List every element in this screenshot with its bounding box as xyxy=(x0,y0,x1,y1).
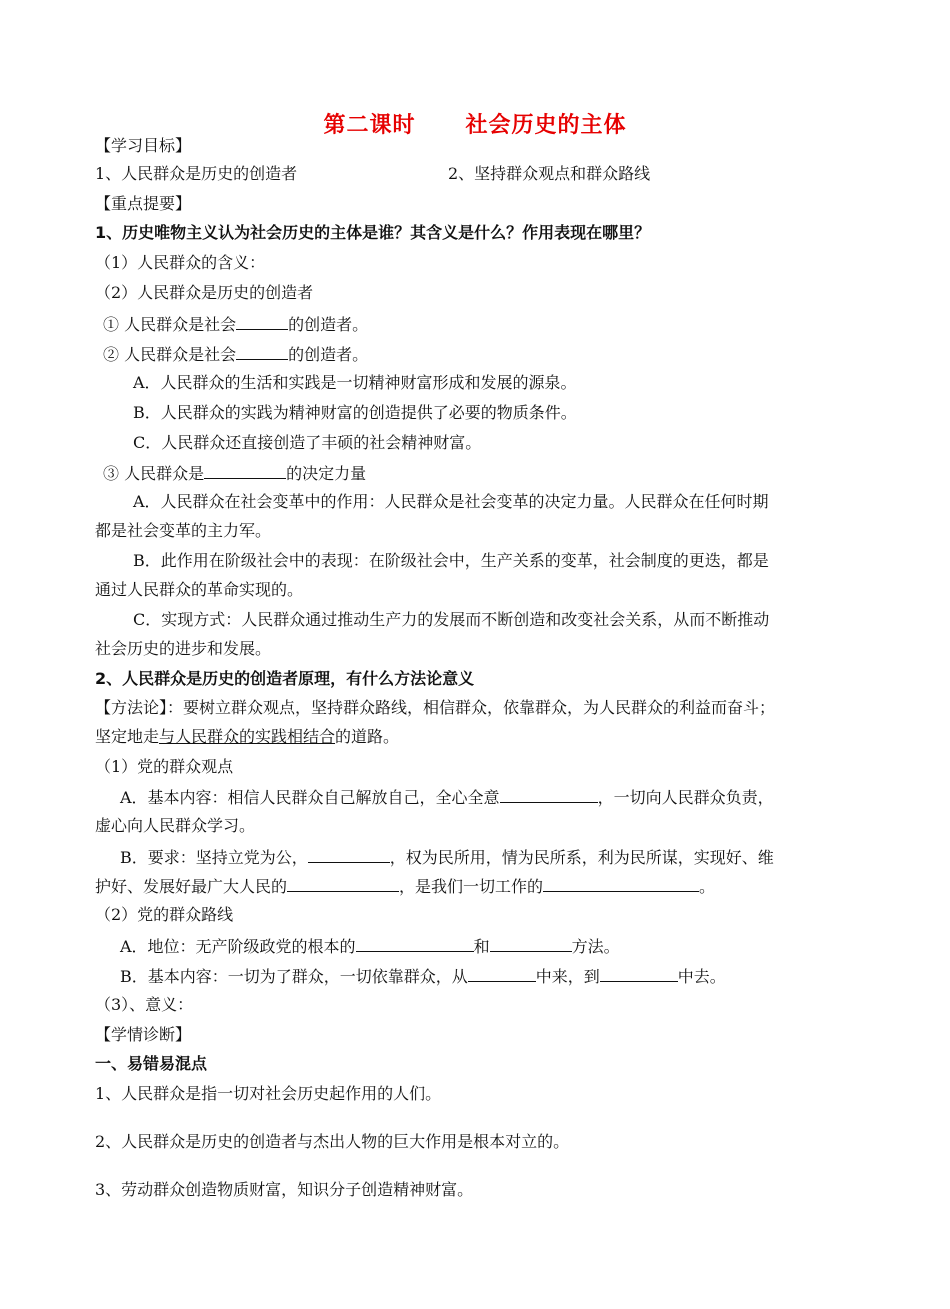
blank-field[interactable] xyxy=(236,313,288,330)
circle-3: ③ 人民群众是 的决定力量 xyxy=(103,464,367,483)
view-1: （1）党的群众观点 xyxy=(95,757,234,776)
circle-3-a-line2: 都是社会变革的主力军。 xyxy=(95,521,272,540)
view-2: （2）党的群众路线 xyxy=(95,905,234,924)
title-lesson: 第二课时 xyxy=(323,113,416,138)
question-1: 1、历史唯物主义认为社会历史的主体是谁？其含义是什么？作用表现在哪里？ xyxy=(95,223,651,242)
error-item-2: 2、人民群众是历史的创造者与杰出人物的巨大作用是根本对立的。 xyxy=(95,1132,570,1151)
method-line2: 坚定地走与人民群众的实践相结合的道路。 xyxy=(95,727,400,746)
blank-field[interactable] xyxy=(204,462,286,479)
circle-3-c-line2: 社会历史的进步和发展。 xyxy=(95,639,272,658)
blank-field[interactable] xyxy=(490,935,572,952)
view-2-a: A．地位：无产阶级政党的根本的 和 方法。 xyxy=(120,937,620,956)
blank-field[interactable] xyxy=(543,875,699,892)
circle-3-c-line1: C．实现方式：人民群众通过推动生产力的发展而不断创造和改变社会关系，从而不断推动 xyxy=(133,610,770,629)
view-1-a-line1: A．基本内容：相信人民群众自己解放自己，全心全意 ，一切向人民群众负责， xyxy=(120,788,774,807)
error-item-1: 1、人民群众是指一切对社会历史起作用的人们。 xyxy=(95,1084,442,1103)
point-2: （2）人民群众是历史的创造者 xyxy=(95,283,314,302)
view-1-b-line2: 护好、发展好最广大人民的 ，是我们一切工作的 。 xyxy=(95,877,716,896)
circle-2: ② 人民群众是社会 的创造者。 xyxy=(103,345,369,364)
blank-field[interactable] xyxy=(236,343,288,360)
blank-field[interactable] xyxy=(287,875,399,892)
method-line1: 【方法论】：要树立群众观点，坚持群众路线，相信群众，依靠群众，为人民群众的利益而奋斗； xyxy=(95,698,776,717)
key-header: 【重点提要】 xyxy=(95,194,192,213)
goal-1: 1、人民群众是历史的创造者 xyxy=(95,164,298,183)
circle-1: ① 人民群众是社会 的创造者。 xyxy=(103,315,369,334)
circle-3-b-line2: 通过人民群众的革命实现的。 xyxy=(95,580,304,599)
error-item-3: 3、劳动群众创造物质财富，知识分子创造精神财富。 xyxy=(95,1180,474,1199)
circle-3-b-line1: B．此作用在阶级社会中的表现：在阶级社会中，生产关系的变革，社会制度的更迭，都是 xyxy=(133,551,769,570)
point-1: （1）人民群众的含义： xyxy=(95,253,266,272)
view-3: （3）、意义： xyxy=(95,995,194,1014)
page-title xyxy=(0,108,950,139)
goal-2: 2、坚持群众观点和群众路线 xyxy=(448,164,651,183)
goals-header: 【学习目标】 xyxy=(95,136,192,155)
view-1-b-line1: B．要求：坚持立党为公， ，权为民所用，情为民所系，利为民所谋，实现好、维 xyxy=(120,848,774,867)
question-2: 2、人民群众是历史的创造者原理，有什么方法论意义 xyxy=(95,669,475,688)
blank-field[interactable] xyxy=(356,935,474,952)
blank-field[interactable] xyxy=(308,846,390,863)
title-topic: 社会历史的主体 xyxy=(465,113,627,138)
diagnosis-header: 【学情诊断】 xyxy=(95,1025,192,1044)
view-2-b: B．基本内容：一切为了群众，一切依靠群众，从 中来，到 中去。 xyxy=(120,967,726,986)
blank-field[interactable] xyxy=(600,965,678,982)
blank-field[interactable] xyxy=(500,786,598,803)
circle-2-a: A．人民群众的生活和实践是一切精神财富形成和发展的源泉。 xyxy=(133,373,577,392)
circle-2-c: C．人民群众还直接创造了丰硕的社会精神财富。 xyxy=(133,433,482,452)
view-1-a-line2: 虚心向人民群众学习。 xyxy=(95,816,256,835)
diagnosis-subheader: 一、易错易混点 xyxy=(95,1054,208,1073)
blank-field[interactable] xyxy=(468,965,536,982)
circle-3-a-line1: A．人民群众在社会变革中的作用：人民群众是社会变革的决定力量。人民群众在任何时期 xyxy=(133,492,769,511)
circle-2-b: B．人民群众的实践为精神财富的创造提供了必要的物质条件。 xyxy=(133,403,577,422)
